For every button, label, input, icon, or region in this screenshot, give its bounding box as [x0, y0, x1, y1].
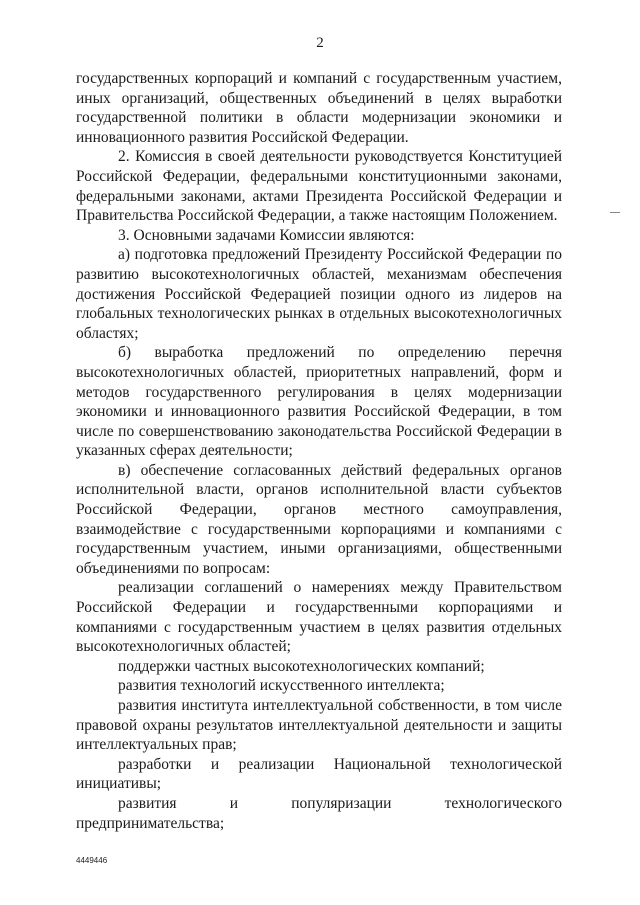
question-item: поддержки частных высокотехнологических компаний;	[118, 657, 485, 675]
subitem-v: в) обеспечение согласованных действий федеральных органов исполнительной власти, органов исполнительной власти субъектов Российской Федерации, органов местного самоуправления, взаимодействие с государственными корпорациями и компаниями с государственным участием, иными организациями, общественными объединениями по вопросам:	[76, 461, 562, 577]
paragraph-item-2: 2. Комиссия в своей деятельности руководствуется Конституцией Российской Федерации, федеральными конституционными законами, федеральными законами, актами Президента Российской Федерации и Правительства Российской Федерации, а также настоящим Положением.	[76, 148, 562, 225]
subitem-a: а) подготовка предложений Президенту Российской Федерации по развитию высокотехнологичных областей, механизмам обеспечения достижения Российской Федерацией позиции одного из лидеров на глобальных технологических рынках в отдельных высокотехнологичных областях;	[76, 246, 562, 342]
question-item: развития института интеллектуальной собственности, в том числе правовой охраны результатов интеллектуальной деятельности и защиты интеллектуальных прав;	[76, 697, 562, 754]
paragraph-item-3: 3. Основными задачами Комиссии являются:	[118, 226, 415, 244]
document-body	[76, 69, 562, 833]
margin-mark	[610, 212, 620, 213]
question-item: развития и популяризации технологического предпринимательства;	[76, 794, 562, 832]
question-item: разработки и реализации Национальной технологической инициативы;	[76, 755, 562, 793]
subitem-b: б) выработка предложений по определению перечня высокотехнологичных областей, приоритетных направлений, форм и методов государственного регулирования в целях модернизации экономики и инновационного развития Российской Федерации, в том числе по совершенствованию законодательства Российской Федерации в указанных сферах деятельности;	[76, 344, 562, 460]
question-item: реализации соглашений о намерениях между Правительством Российской Федерации и государственными корпорациями и компаниями с государственным участием в целях развития отдельных высокотехнологичных областей;	[76, 579, 562, 656]
document-code: 4449446	[76, 856, 108, 865]
question-item: развития технологий искусственного интеллекта;	[118, 677, 445, 695]
page-number: 2	[316, 35, 324, 51]
paragraph-continuation: государственных корпораций и компаний с государственным участием, иных организаций, общественных объединений в целях выработки государственной политики в области модернизации экономики и инновационного развития Российской Федерации.	[76, 70, 562, 146]
